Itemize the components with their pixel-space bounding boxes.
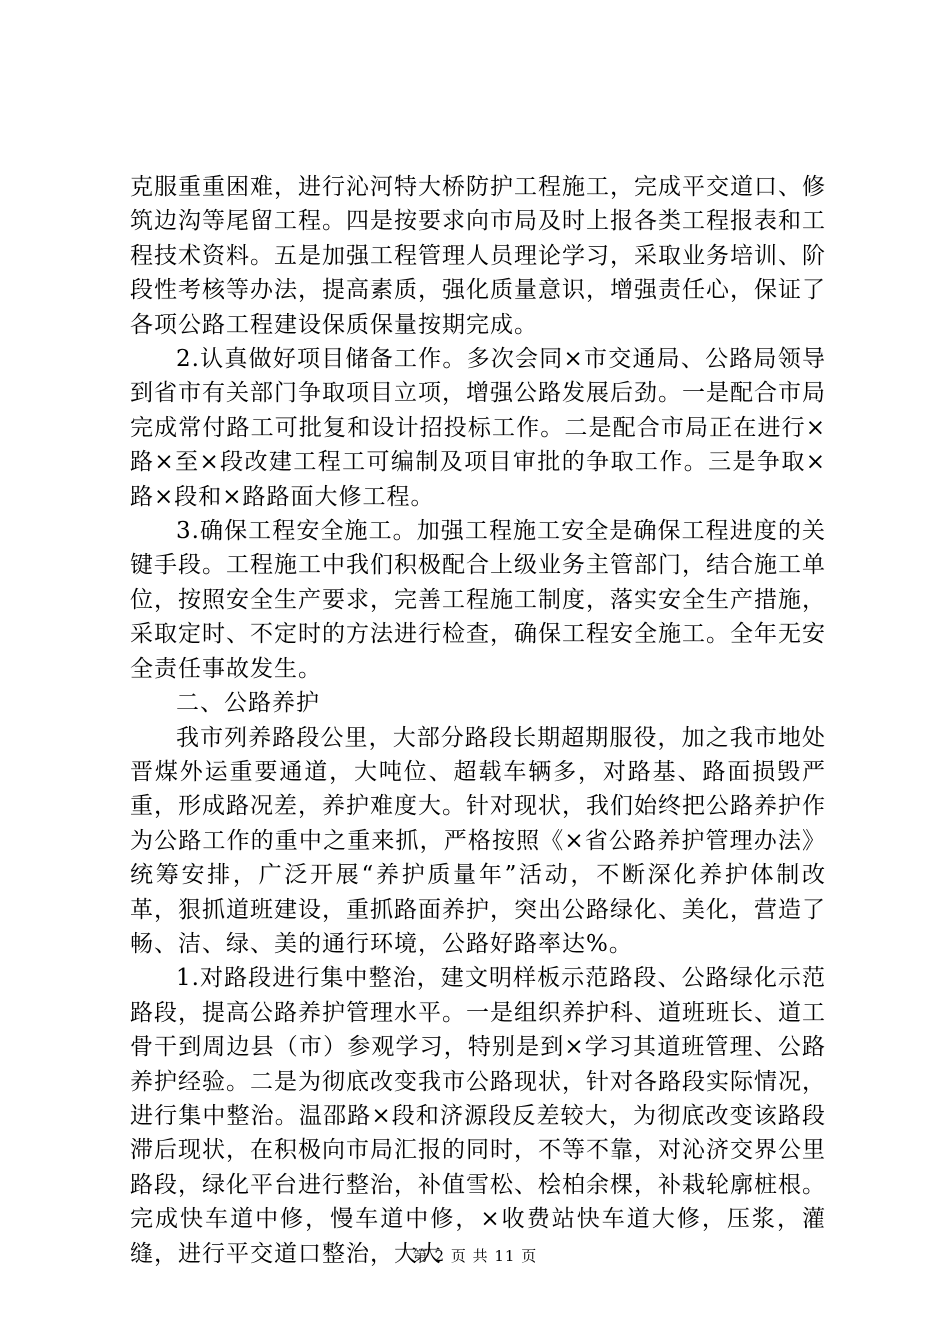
paragraph-construction-safety: 3.确保工程安全施工。加强工程施工安全是确保工程进度的关键手段。工程施工中我们积极配合上级业务主管部门，结合施工单位，按照安全生产要求，完善工程施工制度，落实安全生产措施，采取定时、不定时的方法进行检查，确保工程安全施工。全年无安全责任事故发生。 bbox=[130, 518, 826, 682]
paragraph-project-reserve: 2.认真做好项目储备工作。多次会同×市交通局、公路局领导到省市有关部门争取项目立项，增强公路发展后劲。一是配合市局完成常付路工可批复和设计招投标工作。二是配合市局正在进行×路×至×段改建工程工可编制及项目审批的争取工作。三是争取×路×段和×路路面大修工程。 bbox=[130, 346, 826, 510]
section-heading-road-maintenance: 二、公路养护 bbox=[176, 690, 320, 717]
page-footer bbox=[0, 1245, 950, 1266]
paragraph-continuation: 克服重重困难，进行沁河特大桥防护工程施工，完成平交道口、修筑边沟等尾留工程。四是按要求向市局及时上报各类工程报表和工程技术资料。五是加强工程管理人员理论学习，采取业务培训、阶段性考核等办法，提高素质，强化质量意识，增强责任心，保证了各项公路工程建设保质保量按期完成。 bbox=[130, 174, 826, 338]
paragraph-road-rectification: 1.对路段进行集中整治，建文明样板示范路段、公路绿化示范路段，提高公路养护管理水平。一是组织养护科、道班班长、道工骨干到周边县（市）参观学习，特别是到×学习其道班管理、公路养护经验。二是为彻底改变我市公路现状，针对各路段实际情况，进行集中整治。温邵路×段和济源段反差较大，为彻底改变该路段滞后现状，在积极向市局汇报的同时，不等不靠，对沁济交界公里路段，绿化平台进行整治，补值雪松、桧柏余棵，补栽轮廓桩根。完成快车道中修，慢车道中修，×收费站快车道大修，压浆，灌缝，进行平交道口整治，大大 bbox=[130, 965, 826, 1267]
paragraph-maintenance-overview: 我市列养路段公里，大部分路段长期超期服役，加之我市地处晋煤外运重要通道，大吨位、超载车辆多，对路基、路面损毁严重，形成路况差，养护难度大。针对现状，我们始终把公路养护作为公路工作的重中之重来抓，严格按照《×省公路养护管理办法》统筹安排，广泛开展“养护质量年”活动，不断深化养护体制改革，狠抓道班建设，重抓路面养护，突出公路绿化、美化，营造了畅、洁、绿、美的通行环境，公路好路率达%。 bbox=[130, 724, 826, 957]
page-number: 第 2 页 共 11 页 bbox=[412, 1247, 538, 1265]
document-body bbox=[130, 170, 826, 1271]
